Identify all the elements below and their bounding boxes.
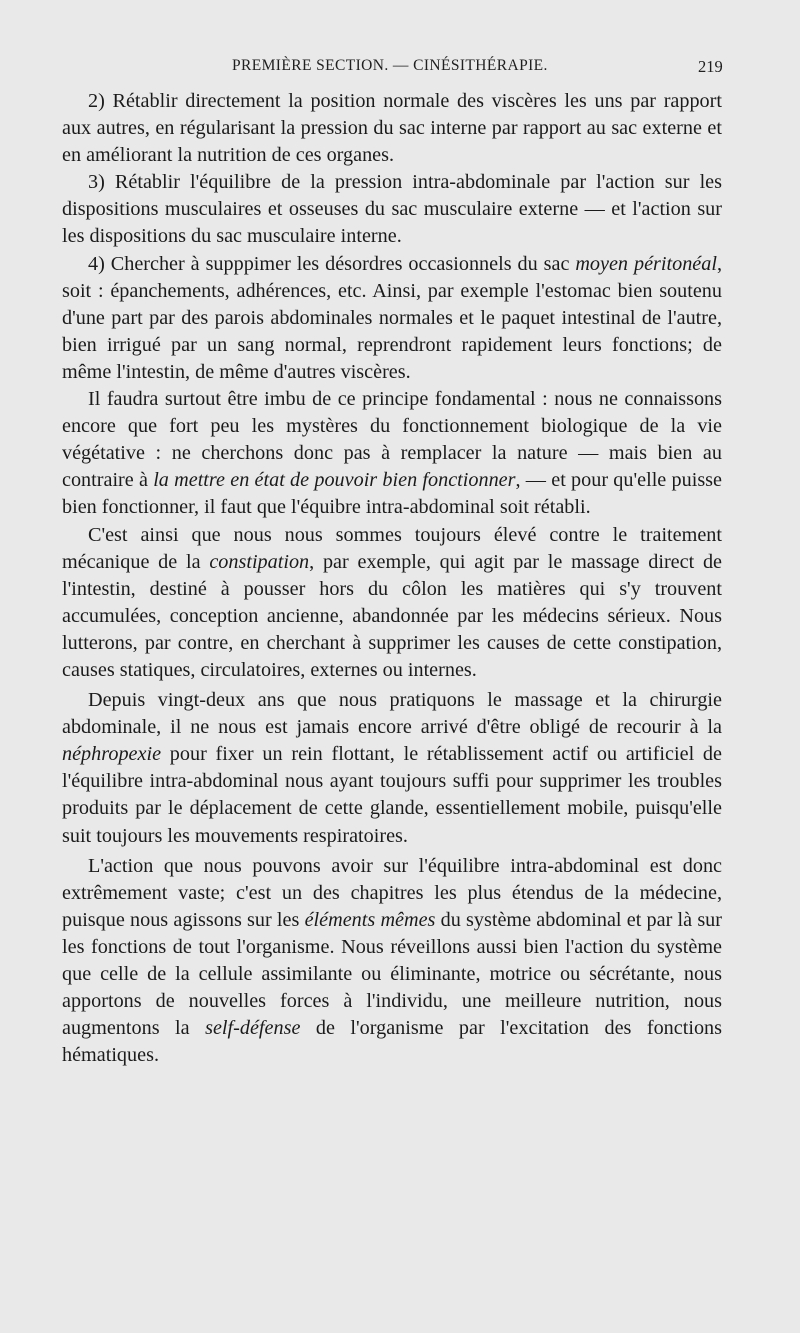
paragraph-text: L'action que nous pouvons avoir sur l'équilibre intra-abdominal est donc extrêmement vaste; c'est un des chapitres les plus étendus de la médecine, puisque nous agissons sur les: [62, 854, 722, 931]
paragraph-constipation: [62, 522, 722, 685]
paragraph-text: C'est ainsi que nous nous sommes toujours élevé contre le traitement mécanique de la: [62, 523, 722, 573]
paragraph-4: [62, 251, 722, 386]
paragraph-text: pour fixer un rein flottant, le rétablissement actif ou artificiel de l'équilibre intra-abdominal nous ayant toujours suffi pour supprimer les troubles produits par le déplacement de cette glande, essentiellement mobile, puisqu'elle suit toujours les mouvements respiratoires.: [62, 743, 722, 847]
paragraph-text: du système abdominal et par là sur les fonctions de tout l'organisme. Nous réveillons aussi bien l'action du système que celle de la cellule assimilante ou éliminante, motrice ou sécrétante, nous apportons de nouvelles forces à l'individu, une meilleure nutrition, nous augmentons la: [62, 908, 722, 1040]
paragraph-text: 2) Rétablir directement la position normale des viscères les uns par rapport aux autres, en régularisant la pression du sac interne par rapport au sac externe et en améliorant la nutrition de ces organes.: [62, 90, 722, 167]
running-title: PREMIÈRE SECTION. — CINÉSITHÉRAPIE.: [232, 57, 548, 74]
page-header: [0, 57, 800, 83]
paragraph-text: , soit : épanchements, adhérences, etc. Ainsi, par exemple l'estomac bien soutenu d'une part par des parois abdominales normales et le paquet intestinal de l'autre, bien irrigué par un sang normal, reprendront rapidement leurs fonctions; de même l'intestin, de même d'autres viscères.: [62, 252, 722, 383]
paragraph-text: , par exemple, qui agit par le massage direct de l'intestin, destiné à pousser hors du côlon les matières qui s'y trouvent accumulées, conception ancienne, abandonnée par les médecins sérieux. Nous lutterons, par contre, en cherchant à supprimer les causes de cette constipation, causes statiques, circulatoires, externes ou internes.: [62, 550, 723, 681]
paragraph-3: [62, 169, 722, 250]
italic-term: la mettre en état de pouvoir bien fonctionner: [153, 469, 516, 492]
paragraph-text: Depuis vingt-deux ans que nous pratiquons le massage et la chirurgie abdominale, il ne nous est jamais encore arrivé d'être obligé de recourir à la: [62, 689, 722, 739]
paragraph-action: [62, 853, 722, 1070]
paragraph-text: , — et pour qu'elle puisse bien fonctionner, il faut que l'équibre intra-abdominal soit rétabli.: [62, 469, 722, 519]
paragraph-text: Il faudra surtout être imbu de ce principe fondamental : nous ne connaissons encore que fort peu les mystères du fonctionnement biologique de la vie végétative : ne cherchons donc pas à remplacer la nature — mais bien au contraire à: [62, 388, 722, 492]
paragraph-2: [62, 88, 722, 169]
paragraph-text: 3) Rétablir l'équilibre de la pression intra-abdominale par l'action sur les dispositions musculaires et osseuses du sac musculaire externe — et l'action sur les dispositions du sac musculaire interne.: [62, 171, 722, 248]
page-number: 219: [698, 57, 723, 76]
body-text: [62, 88, 722, 1069]
paragraph-principle: [62, 386, 722, 521]
paragraph-text: de l'organisme par l'excitation des fonctions hématiques.: [62, 1017, 722, 1067]
italic-term: néphropexie: [62, 743, 162, 766]
italic-term: self-défense: [205, 1017, 301, 1040]
paragraph-nephropexie: [62, 687, 722, 850]
italic-term: constipation: [209, 550, 310, 573]
paragraph-text: 4) Chercher à supppimer les désordres occasionnels du sac: [88, 252, 576, 275]
italic-term: moyen péritonéal: [575, 252, 717, 275]
italic-term: éléments mêmes: [304, 908, 436, 931]
